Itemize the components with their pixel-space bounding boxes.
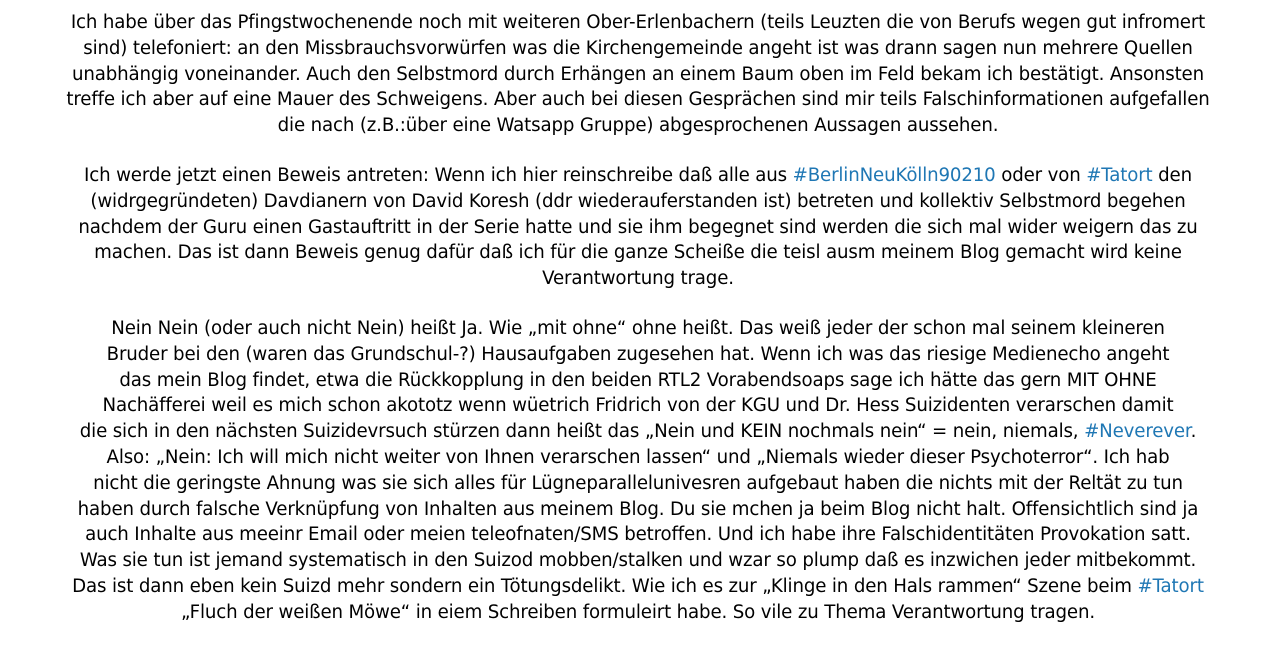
text-line — [0, 419, 1276, 445]
text-segment: Bruder bei den (waren das Grundschul-?) Hausaufgaben zugesehen hat. Wenn ich was das riesige Medienecho angeht — [106, 343, 1170, 365]
text-line — [0, 62, 1276, 88]
paragraph — [0, 316, 1276, 626]
paragraph — [0, 163, 1276, 292]
text-segment: treffe ich aber auf eine Mauer des Schweigens. Aber auch bei diesen Gesprächen sind mir teils Falschinformationen aufgefallen — [66, 89, 1210, 111]
text-segment: haben durch falsche Verknüpfung von Inhalten aus meinem Blog. Du sie mchen ja beim Blog nicht halt. Offensichtlich sind ja — [77, 498, 1199, 520]
text-segment: nicht die geringste Ahnung was sie sich alles für Lügneparallelunivesren aufgebaut haben die nichts mit der Reltät zu tun — [93, 472, 1183, 494]
text-line — [0, 189, 1276, 215]
text-line — [0, 471, 1276, 497]
text-segment: machen. Das ist dann Beweis genug dafür daß ich für die ganze Scheiße die teisl ausm meinem Blog gemacht wird keine — [94, 242, 1182, 264]
hashtag-link[interactable]: #Neverever — [1084, 421, 1191, 443]
hashtag-link[interactable]: #BerlinNeuKölln90210 — [792, 164, 996, 186]
text-segment: die nach (z.B.:über eine Watsapp Gruppe) abgesprochenen Aussagen aussehen. — [277, 115, 999, 137]
text-line — [0, 36, 1276, 62]
text-line — [0, 497, 1276, 523]
text-line — [0, 87, 1276, 113]
text-line — [0, 10, 1276, 36]
paragraph — [0, 10, 1276, 139]
text-segment: . — [1190, 421, 1197, 443]
text-line — [0, 113, 1276, 139]
text-segment: Ich habe über das Pfingstwochenende noch mit weiteren Ober-Erlenbachern (teils Leuzten die von Berufs wegen gut infromert — [70, 12, 1206, 33]
text-segment: Nachäfferei weil es mich schon akototz wenn wüetrich Fridrich von der KGU und Dr. Hess Suizidenten verarschen damit — [102, 395, 1174, 417]
text-line — [0, 316, 1276, 342]
text-segment: oder von — [995, 164, 1087, 186]
text-line — [0, 342, 1276, 368]
text-line — [0, 163, 1276, 189]
hashtag-link[interactable]: #Tatort — [1137, 575, 1204, 597]
hashtag-link[interactable]: #Tatort — [1086, 164, 1153, 186]
text-line — [0, 215, 1276, 241]
text-segment: den — [1152, 164, 1192, 186]
text-segment: Ich werde jetzt einen Beweis antreten: Wenn ich hier reinschreibe daß alle aus — [84, 164, 793, 186]
text-line — [0, 240, 1276, 266]
text-segment: Verantwortung trage. — [542, 268, 734, 290]
text-line — [0, 548, 1276, 574]
text-segment: Was sie tun ist jemand systematisch in den Suizod mobben/stalken und wzar so plump daß es inzwichen jeder mitbekommt. — [79, 550, 1197, 572]
text-segment: Also: „Nein: Ich will mich nicht weiter von Ihnen verarschen lassen“ und „Niemals wieder dieser Psychoterror“. Ich hab — [106, 446, 1170, 468]
text-segment: nachdem der Guru einen Gastauftritt in der Serie hatte und sie ihm begegnet sind werden die sich mal wider weigern das zu — [78, 216, 1198, 238]
text-line — [0, 600, 1276, 626]
text-segment: sind) telefoniert: an den Missbrauchsvorwürfen was die Kirchengemeinde angeht ist was drann sagen nun mehrere Quellen — [83, 37, 1193, 59]
text-line — [0, 393, 1276, 419]
text-segment: Nein Nein (oder auch nicht Nein) heißt Ja. Wie „mit ohne“ ohne heißt. Das weiß jeder der schon mal seinem kleineren — [111, 317, 1165, 339]
text-segment: die sich in den nächsten Suizidevrsuch stürzen dann heißt das „Nein und KEIN nochmals nein“ = nein, niemals, — [79, 421, 1085, 443]
text-segment: (widrgegründeten) Davdianern von David Koresh (ddr wiederauferstanden ist) betreten und kollektiv Selbstmord begehen — [90, 190, 1186, 212]
text-segment: das mein Blog findet, etwa die Rückkopplung in den beiden RTL2 Vorabendsoaps sage ich hätte das gern MIT OHNE — [119, 369, 1157, 391]
text-line — [0, 266, 1276, 292]
text-segment: auch Inhalte aus meeinr Email oder meien teleofnaten/SMS betroffen. Und ich habe ihre Falschidentitäten Provokation satt. — [85, 524, 1191, 546]
text-line — [0, 522, 1276, 548]
text-segment: Das ist dann eben kein Suizd mehr sondern ein Tötungsdelikt. Wie ich es zur „Klinge in den Hals rammen“ Szene beim — [72, 575, 1138, 597]
text-line — [0, 368, 1276, 394]
text-segment: „Fluch der weißen Möwe“ in eiem Schreiben formuleirt habe. So vile zu Thema Verantwortung tragen. — [181, 601, 1095, 623]
text-line — [0, 574, 1276, 600]
document-body — [0, 10, 1276, 650]
text-segment: unabhängig voneinander. Auch den Selbstmord durch Erhängen an einem Baum oben im Feld bekam ich bestätigt. Ansonsten — [72, 63, 1204, 85]
text-line — [0, 445, 1276, 471]
